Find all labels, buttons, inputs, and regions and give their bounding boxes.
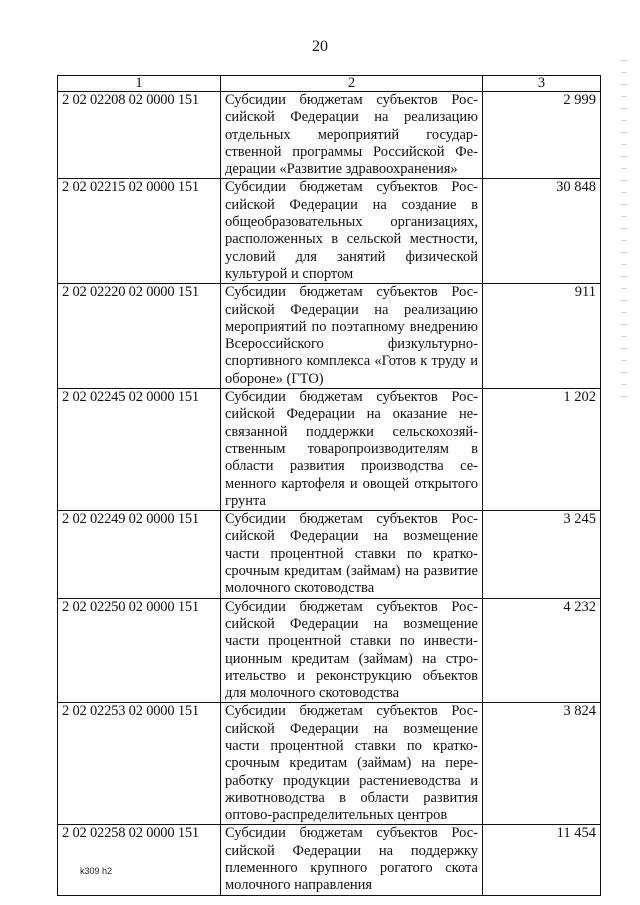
table-row	[58, 825, 601, 895]
subsidy-description: Субсидии бюджетам субъектов Российской Федерации на реализацию мероприятий по поэтапному внедрению Всероссийского физкультурно-спортивного комплекса «Готов к труду и обороне» (ГТО)	[221, 284, 483, 389]
budget-code: 2 02 02250 02 0000 151	[58, 598, 221, 703]
table-header-row	[58, 76, 601, 92]
column-header-2: 2	[221, 76, 483, 92]
subsidy-amount: 30 848	[483, 179, 601, 284]
subsidy-description: Субсидии бюджетам субъектов Российской Федерации на возмещение части процентной ставки по краткосрочным кредитам (займам) на переработку продукции растениеводства и животноводства в области развития оптово-распределительных центров	[221, 703, 483, 825]
subsidy-amount: 911	[483, 284, 601, 389]
subsidy-amount: 3 824	[483, 703, 601, 825]
budget-code: 2 02 02215 02 0000 151	[58, 179, 221, 284]
table-row	[58, 179, 601, 284]
table-row	[58, 511, 601, 598]
subsidy-amount: 3 245	[483, 511, 601, 598]
subsidy-description: Субсидии бюджетам субъектов Российской Федерации на поддержку племенного крупного рогатого скота молочного направления	[221, 825, 483, 895]
budget-code: 2 02 02249 02 0000 151	[58, 511, 221, 598]
subsidy-description: Субсидии бюджетам субъектов Российской Федерации на оказание несвязанной поддержки сельскохозяйственным товаропроизводителям в области развития производства семенного картофеля и овощей открытого грунта	[221, 389, 483, 511]
budget-code: 2 02 02245 02 0000 151	[58, 389, 221, 511]
table-row	[58, 284, 601, 389]
column-header-3: 3	[483, 76, 601, 92]
subsidy-amount: 1 202	[483, 389, 601, 511]
subsidy-description: Субсидии бюджетам субъектов Российской Федерации на возмещение части процентной ставки по краткосрочным кредитам (займам) на развитие молочного скотоводства	[221, 511, 483, 598]
subsidy-description: Субсидии бюджетам субъектов Российской Федерации на возмещение части процентной ставки по инвестиционным кредитам (займам) на строительство и реконструкцию объектов для молочного скотоводства	[221, 598, 483, 703]
subsidy-amount: 4 232	[483, 598, 601, 703]
scan-margin-marks	[621, 60, 627, 400]
budget-code: 2 02 02253 02 0000 151	[58, 703, 221, 825]
table-row	[58, 92, 601, 179]
table-row	[58, 389, 601, 511]
column-header-1: 1	[58, 76, 221, 92]
budget-code: 2 02 02220 02 0000 151	[58, 284, 221, 389]
footer-document-mark: k309 h2	[80, 866, 113, 876]
subsidy-description: Субсидии бюджетам субъектов Российской Федерации на реализацию отдельных мероприятий государственной программы Российской Федерации «Развитие здравоохранения»	[221, 92, 483, 179]
budget-code: 2 02 02208 02 0000 151	[58, 92, 221, 179]
table-row	[58, 598, 601, 703]
table-row	[58, 703, 601, 825]
subsidy-amount: 2 999	[483, 92, 601, 179]
page-number: 20	[312, 38, 328, 55]
budget-table	[57, 75, 601, 896]
budget-code: 2 02 02258 02 0000 151	[58, 825, 221, 895]
subsidy-description: Субсидии бюджетам субъектов Российской Федерации на создание в общеобразовательных организациях, расположенных в сельской местности, условий для занятий физической культурой и спортом	[221, 179, 483, 284]
subsidy-amount: 11 454	[483, 825, 601, 895]
